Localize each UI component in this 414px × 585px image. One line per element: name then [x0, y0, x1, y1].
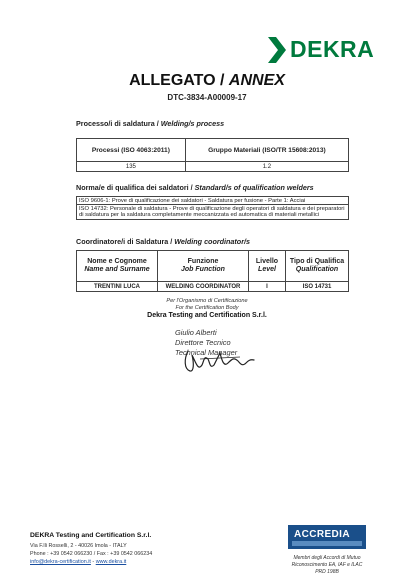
process-table [76, 138, 349, 172]
footer-email-link[interactable]: info@dekra-certification.it [30, 559, 91, 565]
footer-website-link[interactable]: www.dekra.it [95, 559, 127, 565]
dekra-logo [268, 36, 388, 62]
document-code: DTC-3834-A00009-17 [167, 93, 247, 102]
name-col-header [77, 251, 158, 282]
header-it: Funzione [187, 257, 219, 265]
table-header-row [77, 139, 349, 162]
norm-iso9606: ISO 9606-1: Prove di qualificazione dei saldatori - Saldatura per fusione - Parte 1: Acciai [77, 197, 349, 205]
coordinators-heading-italic: Welding coordinator/s [174, 237, 250, 246]
material-value: 1.2 [185, 162, 348, 172]
coordinator-qualification: ISO 14731 [286, 282, 349, 292]
table-row [77, 197, 349, 205]
norms-heading [76, 183, 314, 192]
material-col-header: Gruppo Materiali (ISO/TR 15608:2013) [185, 139, 348, 162]
handwritten-signature [180, 345, 258, 377]
table-row [77, 282, 349, 292]
header-en: Qualification [295, 266, 339, 273]
norms-heading-main: Norma/e di qualifica dei saldatori / [76, 183, 193, 192]
table-header-row [77, 251, 349, 282]
accredia-logo-text: ACCREDIA [294, 529, 350, 540]
accredia-note-2: Riconoscimento EA, IAF e ILAC [291, 562, 363, 568]
signatory-name: Giulio Alberti [175, 328, 217, 337]
accredia-note-1: Membri degli Accordi di Mutuo [293, 555, 361, 561]
cert-line-it: Per l'Organismo di Certificazione [166, 298, 248, 304]
header-it: Livello [255, 257, 279, 265]
header-en: Name and Surname [84, 266, 150, 273]
signatory-role-en: Technical Manager [175, 348, 238, 357]
header-en: Job Function [181, 266, 225, 273]
process-col-header: Processi (ISO 4063:2011) [77, 139, 186, 162]
norm-iso14732: ISO 14732: Personale di saldatura - Prove di qualificazione degli operatori di saldatura e dei preparatori di saldatura per la saldatura completamente meccanizzata ed automatica di materiali metallici [77, 205, 349, 220]
footer-company: DEKRA Testing and Certification S.r.l. [30, 532, 152, 539]
process-value: 135 [77, 162, 186, 172]
norms-heading-italic: Standard/s of qualification welders [194, 183, 314, 192]
title-italic: ANNEX [228, 72, 285, 89]
coordinators-heading-main: Coordinatore/i di Saldatura / [76, 237, 173, 246]
coordinators-heading [76, 237, 250, 246]
accredia-note-3: PRD 198B [315, 569, 339, 575]
process-heading-italic: Welding/s process [160, 119, 225, 128]
coordinator-function: WELDING COORDINATOR [158, 282, 249, 292]
title-main: ALLEGATO / [129, 72, 225, 89]
function-col-header [158, 251, 249, 282]
coordinator-name: TRENTINI LUCA [77, 282, 158, 292]
header-it: Tipo di Qualifica [289, 257, 345, 265]
footer-separator: - [92, 559, 96, 565]
coordinators-table [76, 250, 349, 292]
level-col-header [249, 251, 286, 282]
qualification-col-header [286, 251, 349, 282]
page-title [0, 72, 414, 90]
dekra-arrow-icon [268, 37, 288, 63]
coordinator-level: I [249, 282, 286, 292]
signatory-role-it: Direttore Tecnico [175, 338, 231, 347]
accredia-subline [292, 541, 362, 546]
footer-contacts [30, 559, 126, 565]
cert-line-en: For the Certification Body [175, 305, 239, 311]
dekra-logo-text: DEKRA [290, 36, 375, 62]
table-row [77, 205, 349, 220]
header-en: Level [258, 266, 276, 273]
accredia-logo [288, 525, 366, 549]
header-it: Nome e Cognome [87, 257, 147, 265]
cert-organization: Dekra Testing and Certification S.r.l. [147, 312, 267, 319]
footer-address: Via F.lli Rosselli, 2 - 40026 Imola - ITALY [30, 543, 127, 549]
norms-table [76, 196, 349, 220]
table-row [77, 162, 349, 172]
footer-phone: Phone : +39 0542 066230 / Fax : +39 0542 066234 [30, 551, 153, 557]
process-heading-main: Processo/i di saldatura / [76, 119, 159, 128]
process-heading [76, 119, 224, 128]
